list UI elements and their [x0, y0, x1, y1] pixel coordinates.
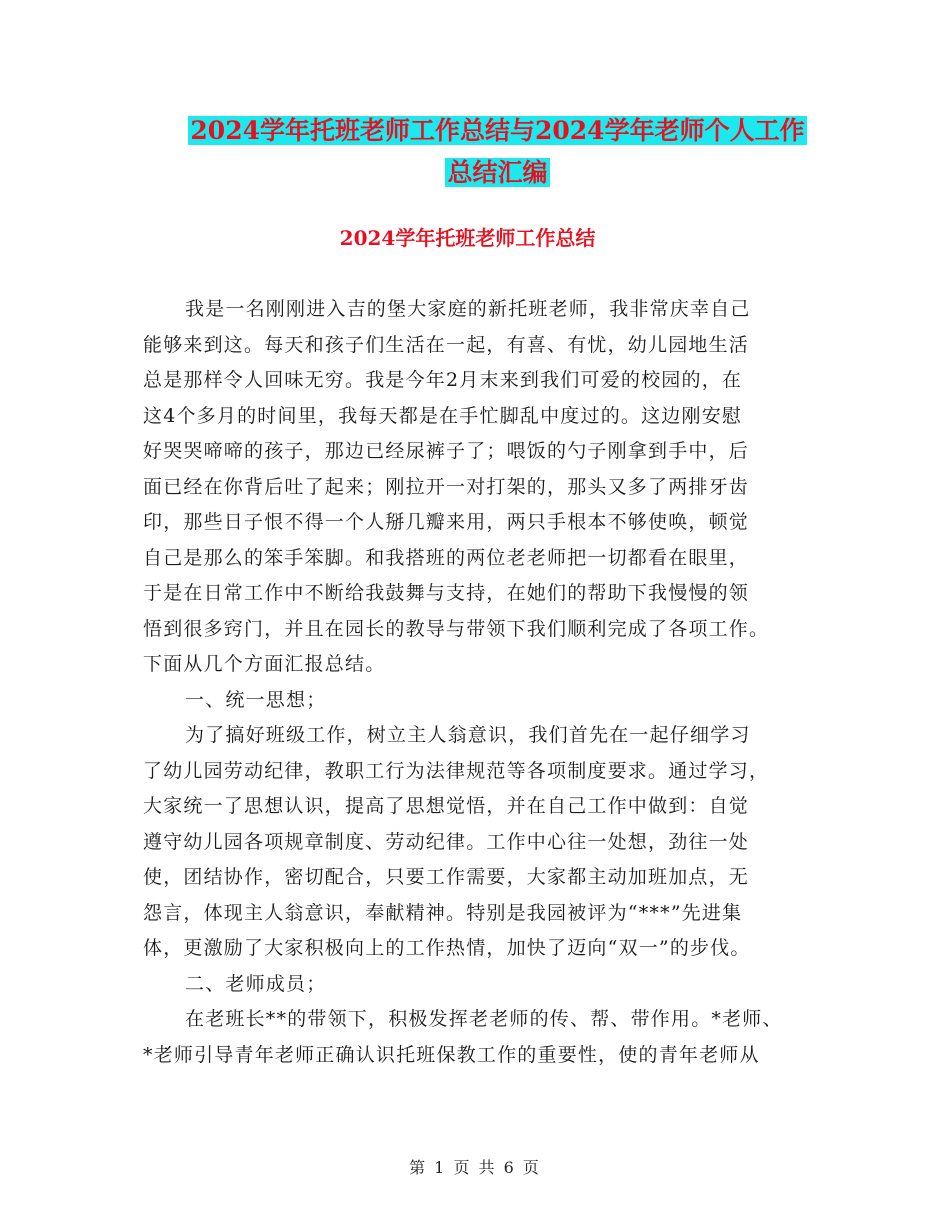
body-line: 下面从几个方面汇报总结。 — [143, 653, 386, 675]
body-line: 怨言，体现主人翁意识，奉献精神。特别是我园被评为“***”先进集 — [143, 901, 743, 924]
body-line: 自己是那么的笨手笨脚。和我搭班的两位老老师把一切都看在眼里， — [143, 546, 750, 569]
body-line: 印，那些日子恨不得一个人掰几瓣来用，两只手根本不够使唤，顿觉 — [143, 511, 750, 533]
document-title — [140, 110, 855, 194]
body-line: 二、老师成员； — [185, 972, 327, 995]
body-line: 面已经在你背后吐了起来；刚拉开一对打架的，那头又多了两排牙齿 — [143, 475, 750, 498]
body-line: 于是在日常工作中不断给我鼓舞与支持，在她们的帮助下我慢慢的领 — [143, 582, 750, 604]
body-line: 这4个多月的时间里，我每天都是在手忙脚乱中度过的。这边刚安慰 — [143, 404, 743, 427]
body-line: 大家统一了思想认识，提高了思想觉悟，并在自己工作中做到：自觉 — [143, 795, 750, 817]
body-line: 了幼儿园劳动纪律，教职工行为法律规范等各项制度要求。通过学习， — [143, 759, 770, 782]
body-line: 在老班长**的带领下，积极发挥老老师的传、帮、带作用。*老师、 — [185, 1008, 783, 1030]
body-text — [143, 292, 813, 1073]
body-line: 悟到很多窍门，并且在园长的教导与带领下我们顺利完成了各项工作。 — [143, 617, 770, 640]
body-line: 一、统一思想； — [185, 688, 327, 711]
body-line: 我是一名刚刚进入吉的堡大家庭的新托班老师，我非常庆幸自己 — [185, 298, 751, 320]
section-title: 2024学年托班老师工作总结 — [339, 226, 596, 250]
body-line: *老师引导青年老师正确认识托班保教工作的重要性，使的青年老师从 — [143, 1043, 760, 1066]
page-footer: 第 1 页 共 6 页 — [409, 1158, 541, 1177]
title-line-1: 2024学年托班老师工作总结与2024学年老师个人工作 — [190, 116, 805, 145]
title-line-2: 总结汇编 — [447, 158, 548, 187]
body-line: 使，团结协作，密切配合，只要工作需要，大家都主动加班加点，无 — [143, 866, 750, 888]
body-line: 为了搞好班级工作，树立主人翁意识，我们首先在一起仔细学习 — [185, 724, 751, 746]
body-line: 体，更激励了大家积极向上的工作热情，加快了迈向“双一”的步伐。 — [143, 937, 751, 959]
body-line: 能够来到这。每天和孩子们生活在一起，有喜、有忧，幼儿园地生活 — [143, 333, 750, 356]
body-line: 遵守幼儿园各项规章制度、劳动纪律。工作中心往一处想，劲往一处 — [143, 830, 750, 853]
body-line: 好哭哭啼啼的孩子，那边已经尿裤子了；喂饭的勺子刚拿到手中，后 — [143, 440, 750, 462]
body-line: 总是那样令人回味无穷。我是今年2月末来到我们可爱的校园的，在 — [143, 369, 743, 391]
